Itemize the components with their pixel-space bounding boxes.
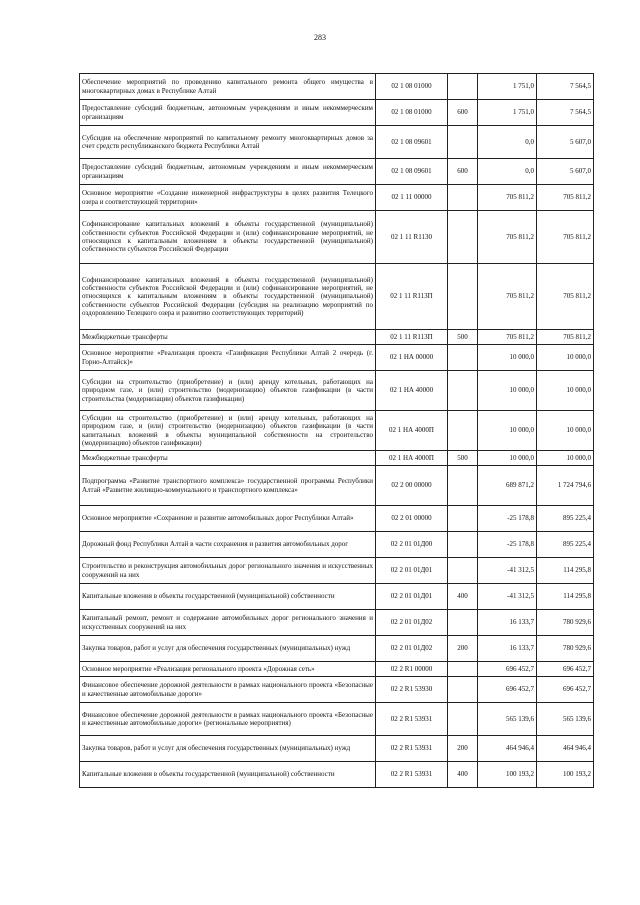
- row-sum-2: 705 811,2: [537, 264, 594, 330]
- row-code: 02 2 00 00000: [376, 466, 448, 506]
- table-row: [80, 532, 594, 558]
- row-sum-1: 100 193,2: [478, 762, 537, 788]
- row-vr: [448, 211, 478, 264]
- row-sum-1: 464 946,4: [478, 736, 537, 762]
- row-sum-2: 10 000,0: [537, 451, 594, 466]
- row-sum-2: 10 000,0: [537, 345, 594, 371]
- row-code: 02 1 НА 00000: [376, 345, 448, 371]
- table-row: [80, 74, 594, 100]
- row-name: Капитальный ремонт, ремонт и содержание автомобильных дорог регионального значения и искусственных сооружений на них: [80, 610, 376, 636]
- row-sum-1: -25 178,8: [478, 506, 537, 532]
- row-name: Основное мероприятие «Реализация проекта «Газификация Республики Алтай 2 очередь (г. Горно-Алтайск)»: [80, 345, 376, 371]
- row-name: Предоставление субсидий бюджетным, автономным учреждениям и иным некоммерческим организациям: [80, 100, 376, 126]
- row-sum-1: -41 312,5: [478, 584, 537, 610]
- row-sum-1: 10 000,0: [478, 371, 537, 411]
- row-vr: [448, 558, 478, 584]
- row-code: 02 1 11 R1130: [376, 211, 448, 264]
- row-sum-2: 705 811,2: [537, 211, 594, 264]
- row-code: 02 2 01 01Д02: [376, 636, 448, 662]
- row-vr: [448, 703, 478, 736]
- row-sum-2: 696 452,7: [537, 677, 594, 703]
- row-vr: [448, 610, 478, 636]
- row-sum-2: 696 452,7: [537, 662, 594, 677]
- table-row: [80, 466, 594, 506]
- row-code: 02 2 R1 53931: [376, 762, 448, 788]
- row-code: 02 1 11 00000: [376, 185, 448, 211]
- row-vr: 400: [448, 762, 478, 788]
- row-name: Строительство и реконструкция автомобильных дорог регионального значения и искусственных сооружений на них: [80, 558, 376, 584]
- row-vr: 500: [448, 330, 478, 345]
- row-sum-1: 16 133,7: [478, 610, 537, 636]
- row-code: 02 2 01 01Д00: [376, 532, 448, 558]
- table-row: [80, 345, 594, 371]
- row-code: 02 1 НА 4000П: [376, 411, 448, 451]
- row-code: 02 2 01 01Д01: [376, 558, 448, 584]
- row-sum-2: 895 225,4: [537, 506, 594, 532]
- table-row: [80, 159, 594, 185]
- row-sum-1: 689 871,2: [478, 466, 537, 506]
- row-name: Основное мероприятие «Сохранение и развитие автомобильных дорог Республики Алтай»: [80, 506, 376, 532]
- row-vr: 600: [448, 100, 478, 126]
- table-row: [80, 703, 594, 736]
- row-sum-2: 100 193,2: [537, 762, 594, 788]
- row-code: 02 1 11 R113П: [376, 330, 448, 345]
- table-row: [80, 330, 594, 345]
- row-name: Финансовое обеспечение дорожной деятельности в рамках национального проекта «Безопасные и качественные автомобильные дороги»: [80, 677, 376, 703]
- row-name: Субсидия на обеспечение мероприятий по капитальному ремонту многоквартирных домов за счет средств республиканского бюджета Республики Алтай: [80, 126, 376, 159]
- row-code: 02 2 R1 53930: [376, 677, 448, 703]
- table-row: [80, 211, 594, 264]
- row-name: Субсидии на строительство (приобретение) и (или) аренду котельных, работающих на природном газе, и (или) строительство (модернизацию) объектов газификации (в части капитальных вложений в объекты муниципальной собственности на строительство (модернизацию) объектов газификации): [80, 411, 376, 451]
- row-sum-1: 10 000,0: [478, 411, 537, 451]
- row-sum-2: 10 000,0: [537, 371, 594, 411]
- row-code: 02 1 11 R113П: [376, 264, 448, 330]
- row-sum-2: 895 225,4: [537, 532, 594, 558]
- row-sum-1: 705 811,2: [478, 185, 537, 211]
- row-code: 02 2 01 00000: [376, 506, 448, 532]
- row-vr: [448, 264, 478, 330]
- row-code: 02 2 R1 53931: [376, 703, 448, 736]
- row-sum-1: 1 751,0: [478, 74, 537, 100]
- row-sum-1: 0,0: [478, 126, 537, 159]
- row-name: Основное мероприятие «Создание инженерной инфраструктуры в целях развития Телецкого озера и соответствующей территории»: [80, 185, 376, 211]
- row-name: Подпрограмма «Развитие транспортного комплекса» государственной программы Республики Алтай «Развитие жилищно-коммунального и транспортного комплекса»: [80, 466, 376, 506]
- row-code: 02 2 R1 00000: [376, 662, 448, 677]
- row-sum-2: 1 724 794,6: [537, 466, 594, 506]
- row-vr: [448, 662, 478, 677]
- table-row: [80, 264, 594, 330]
- row-sum-1: 696 452,7: [478, 662, 537, 677]
- row-vr: 400: [448, 584, 478, 610]
- row-sum-2: 114 295,8: [537, 584, 594, 610]
- table-row: [80, 451, 594, 466]
- row-sum-1: 705 811,2: [478, 264, 537, 330]
- row-code: 02 1 08 09601: [376, 159, 448, 185]
- row-code: 02 1 08 09601: [376, 126, 448, 159]
- row-sum-2: 114 295,8: [537, 558, 594, 584]
- row-name: Межбюджетные трансферты: [80, 330, 376, 345]
- row-sum-2: 5 607,0: [537, 126, 594, 159]
- row-code: 02 1 НА 40000: [376, 371, 448, 411]
- table-row: [80, 584, 594, 610]
- row-sum-1: 705 811,2: [478, 211, 537, 264]
- row-name: Капитальные вложения в объекты государственной (муниципальной) собственности: [80, 584, 376, 610]
- row-code: 02 2 R1 53931: [376, 736, 448, 762]
- row-vr: 200: [448, 636, 478, 662]
- row-sum-2: 464 946,4: [537, 736, 594, 762]
- table-row: [80, 736, 594, 762]
- row-sum-2: 565 139,6: [537, 703, 594, 736]
- table-row: [80, 371, 594, 411]
- table-row: [80, 411, 594, 451]
- row-vr: [448, 532, 478, 558]
- row-name: Софинансирование капитальных вложений в объекты государственной (муниципальной) собственности субъектов Российской Федерации и (или) софинансирование мероприятий, не относящихся к капитальным вложениям в объекты государственной (муниципальной) собственности субъектов Российской Федерации (субсидия на реализацию мероприятий по оздоровлению Телецкого озера и развитию соответствующих территорий): [80, 264, 376, 330]
- row-vr: [448, 345, 478, 371]
- row-code: 02 1 08 01000: [376, 74, 448, 100]
- table-row: [80, 610, 594, 636]
- row-vr: [448, 506, 478, 532]
- row-vr: [448, 466, 478, 506]
- row-vr: 200: [448, 736, 478, 762]
- row-vr: [448, 411, 478, 451]
- row-name: Закупка товаров, работ и услуг для обеспечения государственных (муниципальных) нужд: [80, 636, 376, 662]
- table-row: [80, 506, 594, 532]
- row-sum-1: -25 178,8: [478, 532, 537, 558]
- row-name: Дорожный фонд Республики Алтай в части сохранения и развития автомобильных дорог: [80, 532, 376, 558]
- row-vr: 500: [448, 451, 478, 466]
- row-sum-1: 696 452,7: [478, 677, 537, 703]
- row-sum-2: 7 564,5: [537, 74, 594, 100]
- table-row: [80, 100, 594, 126]
- row-vr: [448, 126, 478, 159]
- row-sum-2: 5 607,0: [537, 159, 594, 185]
- table-row: [80, 677, 594, 703]
- row-code: 02 2 01 01Д01: [376, 584, 448, 610]
- row-vr: [448, 74, 478, 100]
- row-sum-1: 10 000,0: [478, 451, 537, 466]
- row-sum-1: 0,0: [478, 159, 537, 185]
- row-vr: [448, 677, 478, 703]
- table-row: [80, 636, 594, 662]
- row-sum-1: -41 312,5: [478, 558, 537, 584]
- page-number: 283: [314, 33, 326, 42]
- row-sum-2: 7 564,5: [537, 100, 594, 126]
- row-sum-2: 780 929,6: [537, 610, 594, 636]
- row-sum-1: 565 139,6: [478, 703, 537, 736]
- row-sum-2: 780 929,6: [537, 636, 594, 662]
- row-name: Капитальные вложения в объекты государственной (муниципальной) собственности: [80, 762, 376, 788]
- row-name: Предоставление субсидий бюджетным, автономным учреждениям и иным некоммерческим организациям: [80, 159, 376, 185]
- table-row: [80, 762, 594, 788]
- row-name: Обеспечение мероприятий по проведению капитального ремонта общего имущества в многоквартирных домах в Республике Алтай: [80, 74, 376, 100]
- row-name: Основное мероприятие «Реализация регионального проекта «Дорожная сеть»: [80, 662, 376, 677]
- row-sum-2: 10 000,0: [537, 411, 594, 451]
- row-name: Субсидии на строительство (приобретение) и (или) аренду котельных, работающих на природном газе, и (или) строительство (модернизацию) объектов газификации (в части строительства (модернизации) объектов газификации): [80, 371, 376, 411]
- row-name: Закупка товаров, работ и услуг для обеспечения государственных (муниципальных) нужд: [80, 736, 376, 762]
- table-row: [80, 662, 594, 677]
- row-vr: 600: [448, 159, 478, 185]
- budget-table: [79, 73, 594, 788]
- row-code: 02 1 08 01000: [376, 100, 448, 126]
- row-sum-2: 705 811,2: [537, 185, 594, 211]
- row-vr: [448, 185, 478, 211]
- row-sum-1: 1 751,0: [478, 100, 537, 126]
- row-sum-1: 10 000,0: [478, 345, 537, 371]
- row-sum-2: 705 811,2: [537, 330, 594, 345]
- row-name: Софинансирование капитальных вложений в объекты государственной (муниципальной) собственности субъектов Российской Федерации и (или) софинансирование мероприятий, не относящихся к капитальным вложениям в объекты государственной (муниципальной) собственности субъектов Российской Федерации: [80, 211, 376, 264]
- row-vr: [448, 371, 478, 411]
- row-code: 02 1 НА 4000П: [376, 451, 448, 466]
- row-name: Межбюджетные трансферты: [80, 451, 376, 466]
- table-row: [80, 558, 594, 584]
- table-row: [80, 185, 594, 211]
- row-code: 02 2 01 01Д02: [376, 610, 448, 636]
- row-sum-1: 16 133,7: [478, 636, 537, 662]
- row-name: Финансовое обеспечение дорожной деятельности в рамках национального проекта «Безопасные и качественные автомобильные дороги» (региональные мероприятия): [80, 703, 376, 736]
- table-row: [80, 126, 594, 159]
- row-sum-1: 705 811,2: [478, 330, 537, 345]
